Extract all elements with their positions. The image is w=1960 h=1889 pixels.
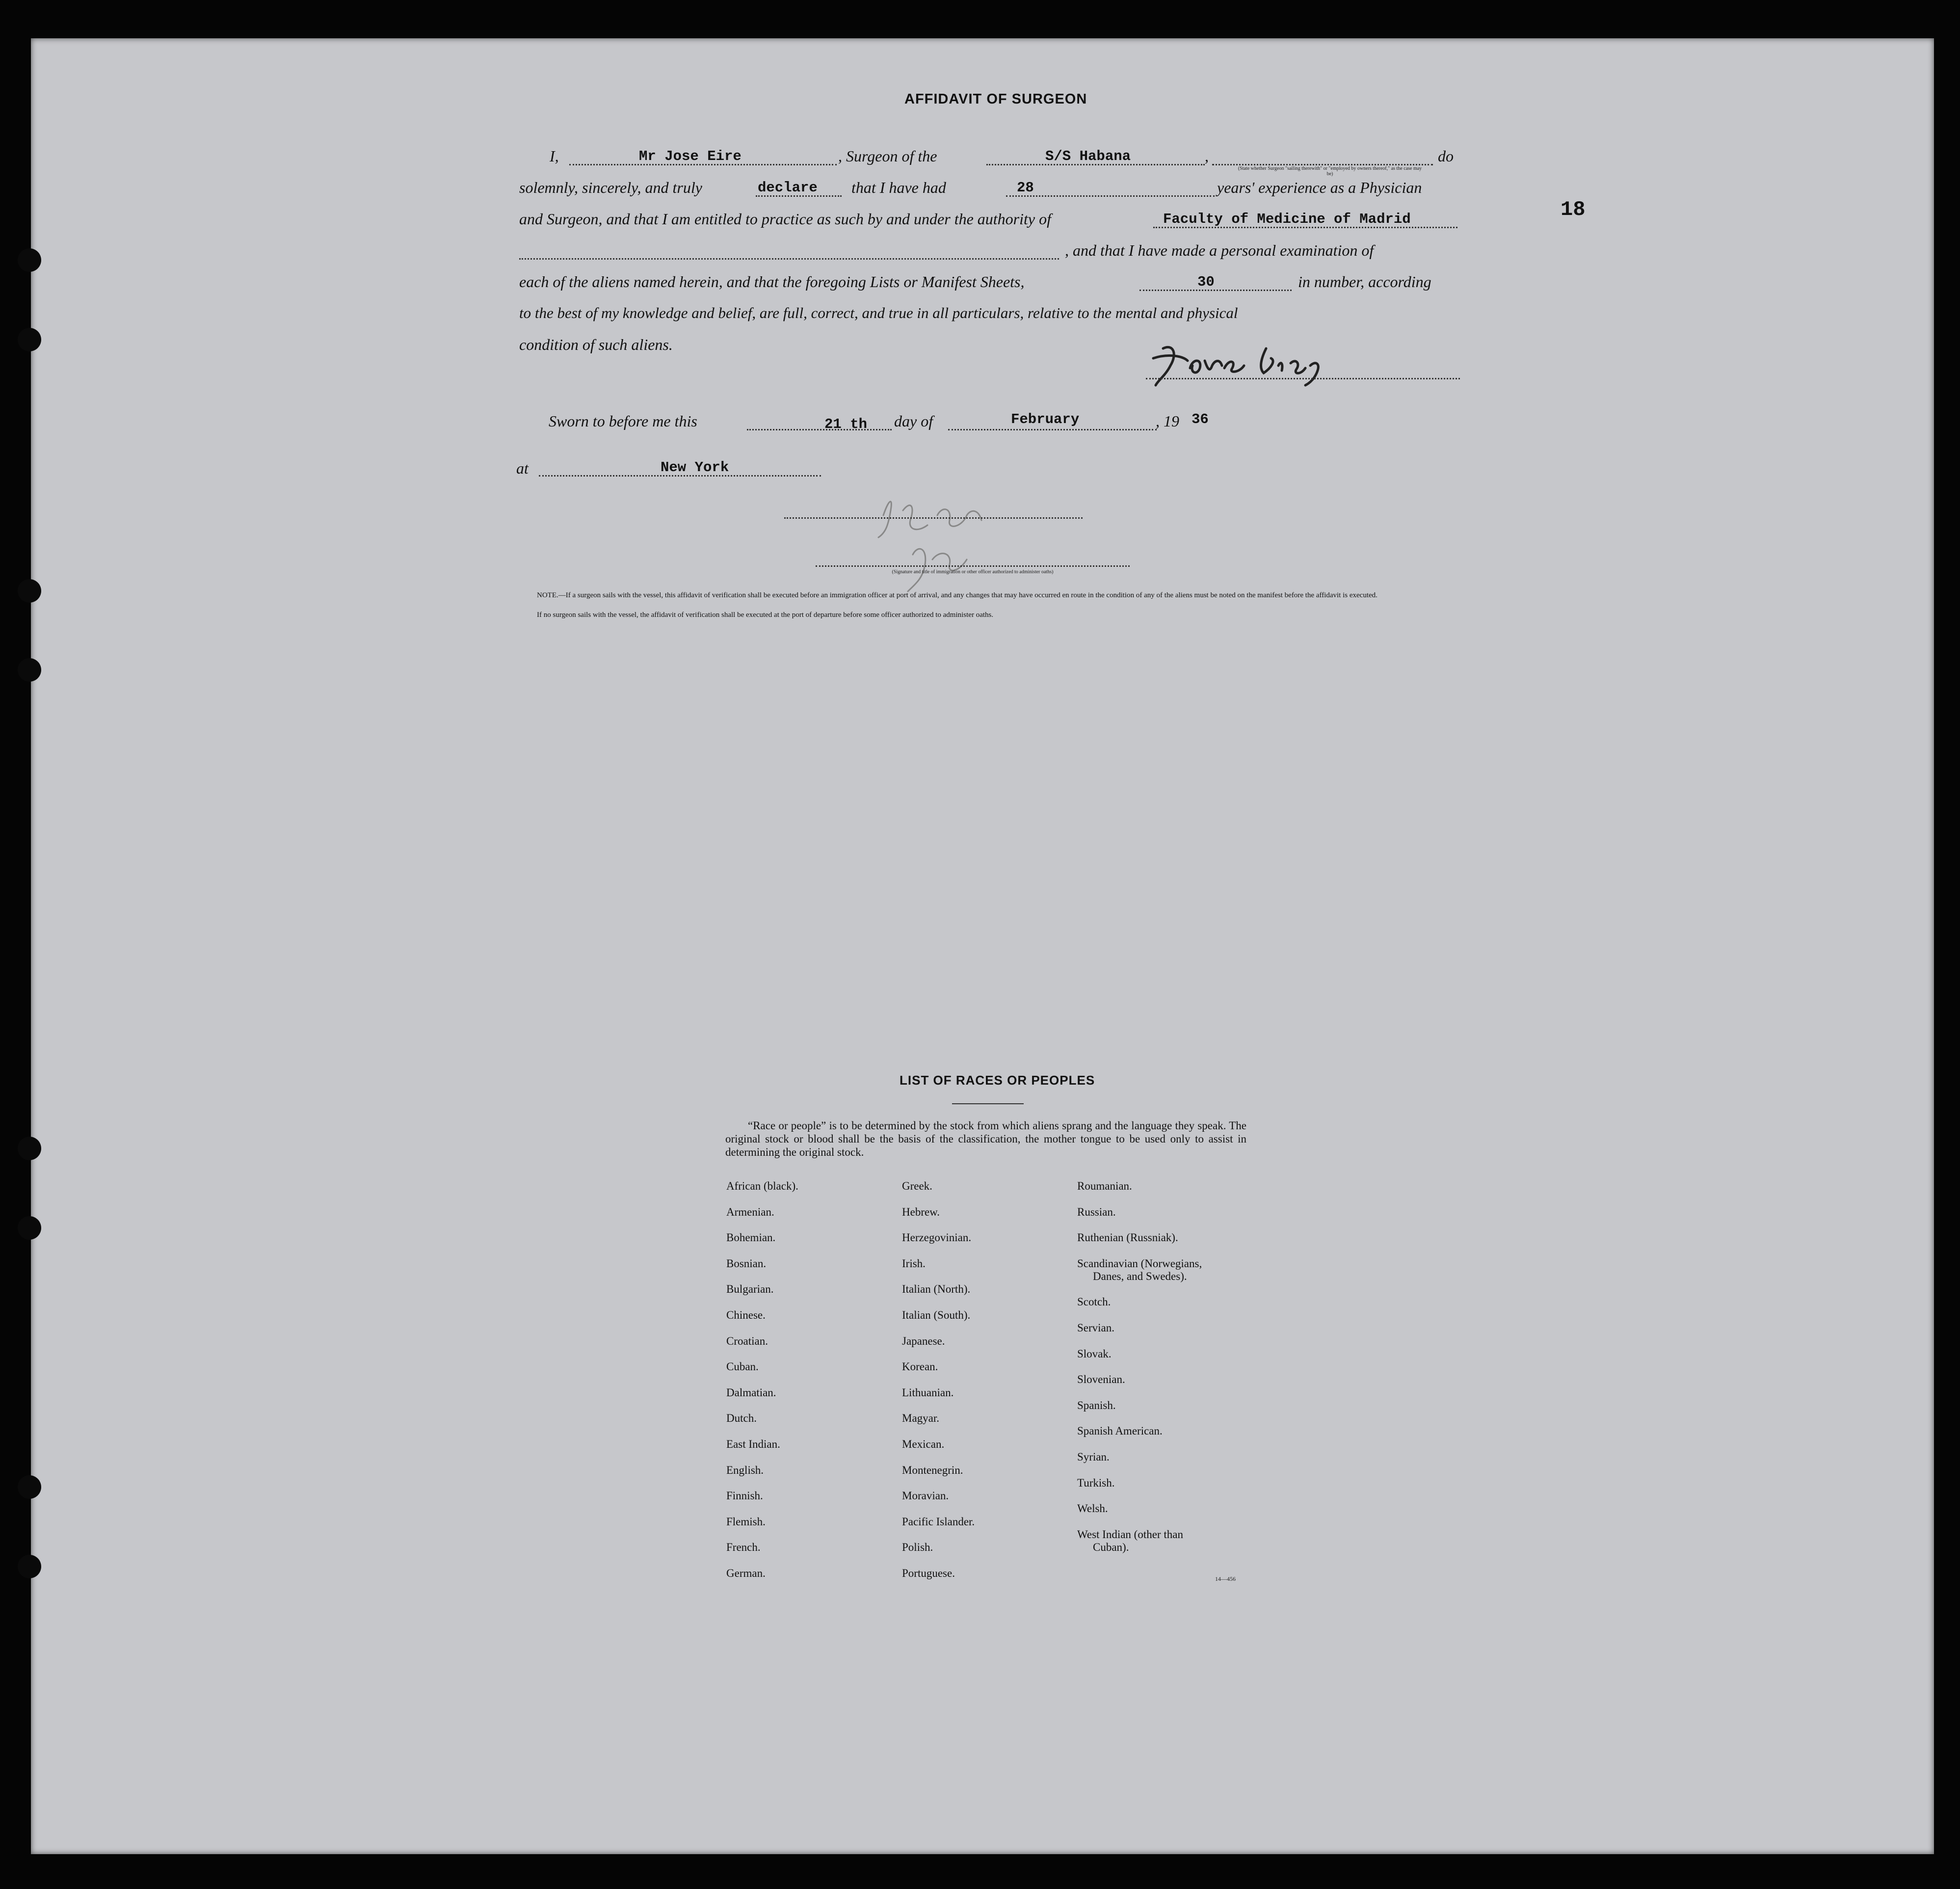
text-i: I, [550,147,559,165]
sheet-count: 30 [1197,274,1215,290]
race-item: Mexican. [902,1437,945,1450]
note-2: If no surgeon sails with the vessel, the affidavit of verification shall be executed at the port of departure before some officer authorized to administer oaths. [537,611,994,619]
declare-word: declare [758,180,818,196]
race-item: Polish. [902,1541,933,1554]
race-item: Greek. [902,1180,932,1192]
title-rule [952,1103,1024,1104]
race-item: Portuguese. [902,1567,955,1579]
race-item: Italian (South). [902,1308,971,1321]
surgeon-signature [1143,339,1389,393]
race-item: Scotch. [1077,1296,1111,1308]
race-item: Croatian. [726,1334,768,1347]
text-condition: condition of such aliens. [519,336,673,353]
race-item: Ruthenian (Russniak). [1077,1231,1178,1244]
race-item: Roumanian. [1077,1180,1132,1192]
page-number: 18 [1561,198,1586,221]
race-item: Welsh. [1077,1502,1108,1515]
text-best-knowledge: to the best of my knowledge and belief, are full, correct, and true in all particulars, relative to the mental and physical [519,304,1238,321]
punch-hole [18,248,41,272]
dotted-line [948,429,1157,430]
race-item: German. [726,1567,766,1579]
authority: Faculty of Medicine of Madrid [1163,211,1411,227]
race-item: Dutch. [726,1412,757,1425]
punch-hole [18,658,41,682]
race-item: Korean. [902,1360,938,1373]
text-that-i-have-had: that I have had [851,179,946,196]
dotted-line [747,429,892,430]
race-item: African (black). [726,1180,798,1192]
race-item: Irish. [902,1257,926,1270]
race-item: Servian. [1077,1321,1115,1334]
race-item: East Indian. [726,1437,780,1450]
text-do: do [1438,147,1454,165]
text-day-of: day of [894,412,933,430]
race-item: Slovak. [1077,1347,1112,1360]
text-in-number: in number, according [1298,273,1431,291]
race-item: Scandinavian (Norwegians, [1077,1257,1202,1270]
race-item: Slovenian. [1077,1373,1125,1386]
sworn-place: New York [661,459,729,476]
affidavit-title: AFFIDAVIT OF SURGEON [904,91,1087,107]
race-item: Danes, and Swedes). [1093,1270,1187,1282]
punch-hole [18,1555,41,1578]
vessel-name: S/S Habana [1045,148,1131,164]
text-solemnly: solemnly, sincerely, and truly [519,179,702,196]
race-item: Dalmatian. [726,1386,776,1399]
text-sworn: Sworn to before me this [549,412,697,430]
officer-signature [869,486,1080,599]
surgeon-name: Mr Jose Eire [639,148,742,164]
punch-hole [18,1216,41,1240]
sworn-year: 36 [1192,411,1209,427]
signature-line [784,517,1083,519]
race-item: Finnish. [726,1490,763,1502]
sworn-month: February [1011,411,1080,427]
race-item: French. [726,1541,761,1554]
text-at: at [516,459,529,477]
race-item: Cuban). [1093,1541,1129,1553]
race-item: Cuban. [726,1360,759,1373]
race-item: Bohemian. [726,1231,776,1244]
text-comma: , [1205,147,1209,165]
punch-hole [18,1475,41,1499]
race-item: Russian. [1077,1205,1116,1218]
dotted-line [1212,164,1433,165]
race-item: Flemish. [726,1515,766,1528]
form-code: 14—456 [1215,1575,1236,1582]
note-1: NOTE.—If a surgeon sails with the vessel, this affidavit of verification shall be executed before an immigration officer at port of arrival, and any changes that may have occurred en route in the condition of any of the aliens must be noted on the manifest before the affidavit is executed. [537,591,1377,599]
race-item: Turkish. [1077,1476,1115,1489]
text-each-of-aliens: each of the aliens named herein, and that the foregoing Lists or Manifest Sheets, [519,273,1025,291]
race-item: Pacific Islander. [902,1515,975,1528]
race-item: Herzegovinian. [902,1231,972,1244]
race-item: Chinese. [726,1308,766,1321]
races-column-2 [902,1180,1069,1593]
text-surgeon-of-the: , Surgeon of the [838,147,937,165]
races-column-3 [1077,1180,1254,1554]
sworn-day: 21 th [824,416,868,432]
race-item: Italian (North). [902,1283,971,1296]
race-item: Bosnian. [726,1257,767,1270]
dotted-line [1139,290,1292,291]
officer-caption: (Signature and title of immigration or other officer authorized to administer oaths) [892,569,1054,575]
race-item: Bulgarian. [726,1283,774,1296]
text-years-experience: years' experience as a Physician [1217,179,1422,196]
text-comma-19: , 19 [1156,412,1179,430]
state-note: (State whether Surgeon "sailing therewith" or "employed by owners thereof," as the case may be) [1238,166,1422,177]
punch-hole [18,328,41,351]
race-item: Japanese. [902,1334,945,1347]
races-title: LIST OF RACES OR PEOPLES [900,1073,1095,1088]
race-item: Magyar. [902,1412,940,1425]
punch-hole [18,579,41,603]
race-item: Spanish. [1077,1399,1116,1411]
signature-line [1146,378,1460,379]
race-item: Hebrew. [902,1205,940,1218]
years-experience: 28 [1017,180,1034,196]
dotted-line [519,258,1059,260]
race-item: Montenegrin. [902,1463,963,1476]
race-item: English. [726,1463,764,1476]
signature-line [816,565,1130,567]
race-item: Lithuanian. [902,1386,954,1399]
race-item: Moravian. [902,1490,949,1502]
race-item: Spanish American. [1077,1425,1163,1437]
races-intro: “Race or people” is to be determined by the stock from which aliens sprang and the language they speak. The original stock or blood shall be the basis of the classification, the mother tongue to be used only to assist in determining the original stock. [725,1119,1246,1158]
race-item: Armenian. [726,1205,774,1218]
race-item: West Indian (other than [1077,1528,1183,1541]
races-column-1 [726,1180,893,1593]
text-and-surgeon: and Surgeon, and that I am entitled to practice as such by and under the authority of [519,210,1051,228]
dotted-line [1006,195,1215,197]
punch-hole [18,1137,41,1160]
race-item: Syrian. [1077,1450,1110,1463]
text-personal-exam: , and that I have made a personal examination of [1065,241,1374,259]
